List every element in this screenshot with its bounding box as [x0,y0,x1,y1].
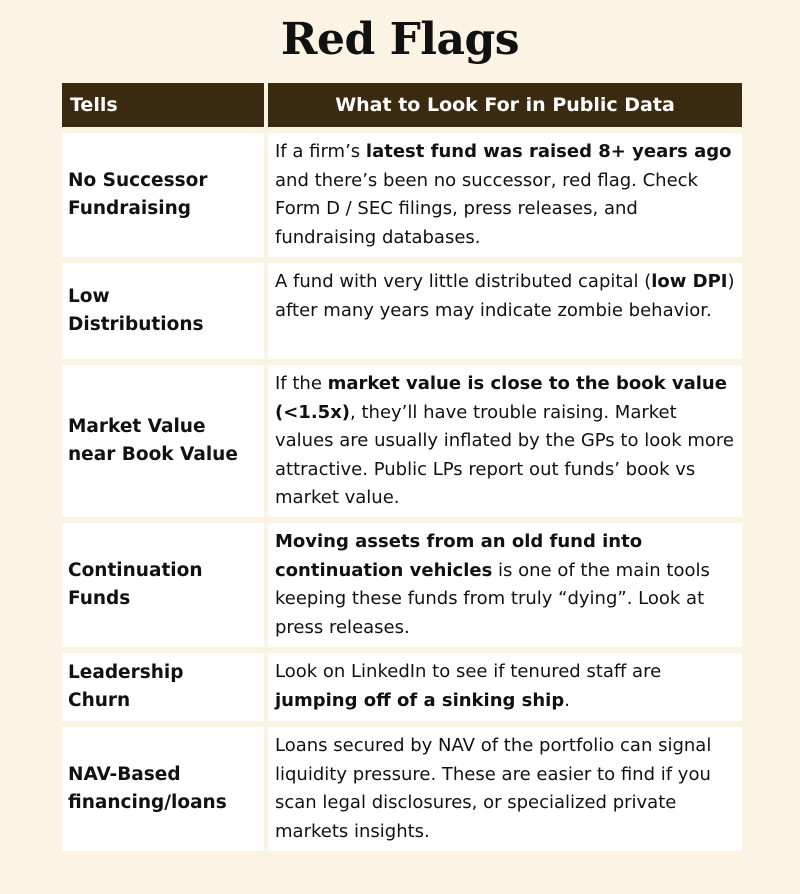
desc-text: If a firm’s [275,141,366,162]
description-cell [268,263,742,359]
tell-line: Distributions [68,314,204,335]
table-row [62,523,742,647]
page-title: Red Flags [280,14,520,65]
tell-line: Fundraising [68,198,192,219]
table-row [62,263,742,359]
table-row [62,365,742,517]
table-row [62,653,742,721]
tell-cell [62,523,264,647]
desc-text: is one of the main tools keeping these funds from truly “dying”. Look at press releases. [275,559,710,638]
description-cell [268,365,742,517]
desc-text: . [564,689,570,711]
header-tells: Tells [62,83,264,127]
table-header [62,83,742,127]
tell-cell [62,653,264,721]
desc-text: Loans secured by NAV of the portfolio can signal liquidity pressure. These are easier to find if you scan legal disclosures, or specialized private markets insights. [275,735,712,842]
desc-text: ) after many years may indicate zombie behavior. [275,271,735,321]
desc-text: and there’s been no successor, red flag. Check Form D / SEC filings, press releases, and fundraising databases. [275,169,698,248]
desc-bold-text: latest fund was raised 8+ years ago [365,141,732,162]
desc-text: , they’ll have trouble raising. Market values are usually inflated by the GPs to look more attractive. Public LPs report out funds’ book vs market value. [275,401,734,508]
tell-cell [62,133,264,257]
description-cell [268,133,742,257]
tell-line: Continuation [68,560,203,581]
desc-text: If the [275,373,328,394]
description-cell [268,653,742,721]
tell-line: Low [68,286,110,307]
red-flags-table [62,83,742,851]
tell-line: Market Value [68,416,206,437]
table-row [62,727,742,851]
tell-line: Funds [68,588,131,609]
tell-line: Churn [68,690,131,711]
tell-line: financing/loans [68,792,227,813]
tell-line: NAV-Based [68,764,181,785]
tell-cell [62,727,264,851]
table-row [62,133,742,257]
tell-cell [62,263,264,359]
desc-bold-text: Moving assets from an old fund into continuation vehicles [275,531,643,581]
desc-bold-text: market value is close to the book value (<1.5x) [275,373,727,423]
tell-cell [62,365,264,517]
desc-text: A fund with very little distributed capital ( [275,271,652,292]
desc-text: Look on LinkedIn to see if tenured staff are [275,661,662,682]
desc-bold-text: jumping off of a sinking ship [275,689,565,711]
tell-line: near Book Value [68,444,238,465]
tell-line: No Successor [68,170,208,191]
header-what-to-look-for: What to Look For in Public Data [268,83,742,127]
desc-bold-text: low DPI [651,271,728,292]
description-cell [268,727,742,851]
tell-line: Leadership [68,662,184,683]
description-cell [268,523,742,647]
